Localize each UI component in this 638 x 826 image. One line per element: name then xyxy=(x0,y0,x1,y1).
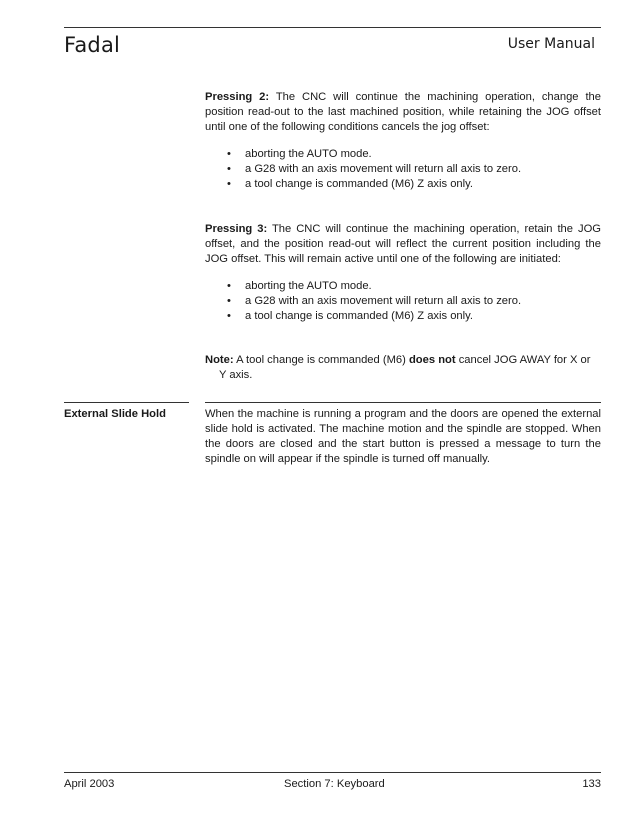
section-body-rule xyxy=(205,402,601,403)
pressing-3-block xyxy=(205,222,601,324)
page-number: 133 xyxy=(582,778,601,790)
list-item: • a G28 with an axis movement will return all axis to zero. xyxy=(227,295,522,307)
bullet-icon: • xyxy=(227,178,231,190)
external-slide-hold-body: When the machine is running a program and the doors are opened the external slide hold is activated. The machine motion and the spindle are stopped. When the doors are closed and the start button is pressed a message to turn the spindle on will appear if the spindle is turned off manually. xyxy=(205,408,601,465)
header-rule xyxy=(64,27,601,28)
page-header xyxy=(64,32,601,62)
list-item: • a G28 with an axis movement will return all axis to zero. xyxy=(227,163,522,175)
pressing-2-text: The CNC will continue the machining operation, change the position read-out to the last machined position, while retaining the JOG offset until one of the following conditions cancels the jog offset: xyxy=(205,91,601,133)
bullet-icon: • xyxy=(227,280,231,292)
pressing-2-block xyxy=(205,90,601,192)
bullet-icon: • xyxy=(227,148,231,160)
pressing-2-bullet-list xyxy=(205,147,601,192)
note-paragraph: Note: A tool change is commanded (M6) does not cancel JOG AWAY for X or Y axis. xyxy=(205,354,591,381)
pressing-3-label: Pressing 3: xyxy=(205,223,268,235)
brand-name: Fadal xyxy=(64,33,121,57)
footer-rule xyxy=(64,772,601,773)
external-slide-hold-heading: External Slide Hold xyxy=(64,408,166,420)
pressing-3-paragraph xyxy=(205,222,601,267)
footer-date: April 2003 xyxy=(64,778,115,790)
note-label: Note: xyxy=(205,354,234,366)
list-item: • aborting the AUTO mode. xyxy=(227,148,372,160)
footer-section: Section 7: Keyboard xyxy=(284,778,385,790)
page-footer xyxy=(64,776,601,794)
pressing-2-paragraph xyxy=(205,90,601,135)
bullet-icon: • xyxy=(227,310,231,322)
list-item: • a tool change is commanded (M6) Z axis only. xyxy=(227,178,473,190)
document-title: User Manual xyxy=(507,36,595,52)
note-emphasis: does not xyxy=(408,354,456,366)
list-item: • aborting the AUTO mode. xyxy=(227,280,372,292)
pressing-3-text: The CNC will continue the machining operation, retain the JOG offset, and the position read-out will reflect the current position including the JOG offset. This will remain active until one of the following are initiated: xyxy=(205,223,601,265)
bullet-icon: • xyxy=(227,295,231,307)
section-label-rule xyxy=(64,402,189,403)
pressing-3-bullet-list xyxy=(205,279,601,324)
bullet-icon: • xyxy=(227,163,231,175)
list-item: • a tool change is commanded (M6) Z axis only. xyxy=(227,310,473,322)
pressing-2-label: Pressing 2: xyxy=(205,91,270,103)
